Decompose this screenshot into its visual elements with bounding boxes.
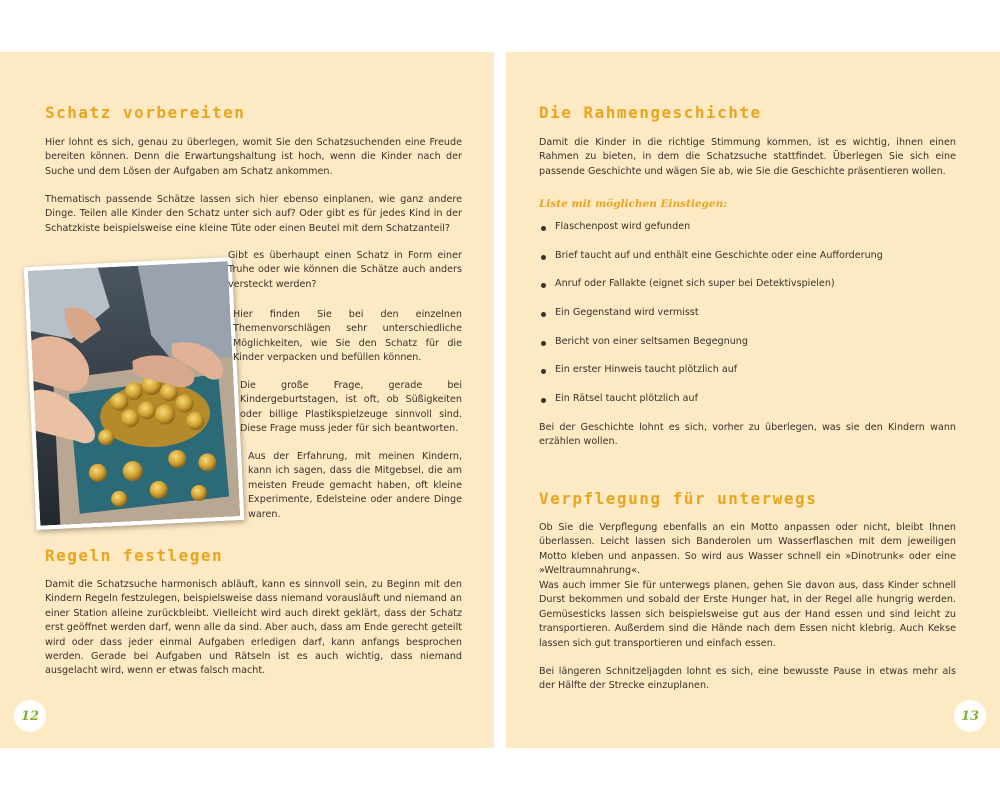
paragraph-rahmen: Damit die Kinder in die richtige Stimmung kommen, ist es wichtig, ihnen einen Rahmen zu bieten, in dem die Schatzsuche stattfindet. Überlegen Sie sich eine passende Geschichte und wägen Sie ab, wie Sie die Geschichte präsentieren wollen. bbox=[539, 137, 956, 177]
list-item bbox=[539, 278, 956, 307]
treasure-photo bbox=[24, 257, 245, 530]
paragraph-schatz-intro: Hier lohnt es sich, genau zu überlegen, womit Sie den Schatzsuchenden eine Freude bereiten können. Denn die Erwartungshaltung ist hoch, wenn die Kinder nach der Suche und dem Lösen der Aufgaben am Schatz ankommen. bbox=[45, 137, 462, 177]
bullet-icon bbox=[541, 341, 546, 346]
paragraph-regeln: Damit die Schatzsuche harmonisch abläuft, kann es sinnvoll sein, zu Beginn mit den Kindern Regeln festzulegen, beispielsweise dass niemand vorausläuft und niemand an einer Station alleine zurückbleibt. Vielleicht wird auch direkt geklärt, dass der Schatz erst geöffnet werden darf, wenn alle da sind. Aber auch, dass am Ende gerecht geteilt wird oder dass jeder einmal Aufgaben erledigen darf, kann anfangs besprochen werden. Gerade bei Aufgaben und Rätseln ist es auch wichtig, dass niemand ausgelacht wird, wenn er etwas falsch macht. bbox=[45, 579, 462, 677]
list-item-text: Brief taucht auf und enthält eine Geschichte oder eine Aufforderung bbox=[555, 249, 883, 261]
list-item bbox=[539, 250, 956, 279]
treasure-chest-image bbox=[28, 261, 240, 525]
list-item-text: Ein Rätsel taucht plötzlich auf bbox=[555, 393, 698, 405]
list-item-text: Bericht von einer seltsamen Begegnung bbox=[555, 335, 748, 347]
heading-rahmengeschichte: Die Rahmengeschichte bbox=[539, 103, 762, 122]
einstiege-list bbox=[539, 221, 956, 422]
list-title-einstiege: Liste mit möglichen Einstiegen: bbox=[539, 198, 728, 210]
list-item bbox=[539, 336, 956, 365]
paragraph-geschichte: Bei der Geschichte lohnt es sich, vorher zu überlegen, was sie den Kindern wann erzählen wollen. bbox=[539, 422, 956, 448]
heading-regeln-festlegen: Regeln festlegen bbox=[45, 546, 224, 565]
paragraph-erfahrung: Aus der Erfahrung, mit meinen Kindern, kann ich sagen, dass die Mitgebsel, die am meisten Freude gemacht haben, oft kleine Experimente, Edelsteine oder andere Dinge waren. bbox=[248, 451, 462, 520]
paragraph-schatz-themen: Thematisch passende Schätze lassen sich hier ebenso einplanen, wie ganz andere Dinge. Teilen alle Kinder den Schatz unter sich auf? Oder gibt es für jedes Kind in der Schatzkiste beispielsweise eine kleine Tüte oder einen Beutel mit dem Schatzanteil? bbox=[45, 194, 462, 234]
list-item bbox=[539, 364, 956, 393]
paragraph-truhe: Gibt es überhaupt einen Schatz in Form einer Truhe oder wie können die Schätze auch anders versteckt werden? bbox=[228, 250, 462, 290]
list-item bbox=[539, 221, 956, 250]
heading-schatz-vorbereiten: Schatz vorbereiten bbox=[45, 103, 246, 122]
bullet-icon bbox=[541, 255, 546, 260]
list-item-text: Anruf oder Fallakte (eignet sich super bei Detektivspielen) bbox=[555, 278, 835, 290]
bullet-icon bbox=[541, 312, 546, 317]
page-number-right: 13 bbox=[954, 700, 986, 732]
bullet-icon bbox=[541, 398, 546, 403]
paragraph-motto: Ob Sie die Verpflegung ebenfalls an ein Motto anpassen oder nicht, bleibt Ihnen überlassen. Leicht lassen sich Banderolen um Wasserflaschen mit dem jeweiligen Motto kleben und anpassen. So wird aus Wasser schnell ein »Dinotrunk« oder eine »Weltraumnahrung«. bbox=[539, 522, 956, 577]
heading-verpflegung: Verpflegung für unterwegs bbox=[539, 489, 818, 508]
bullet-icon bbox=[541, 283, 546, 288]
paragraph-pause: Bei längeren Schnitzeljagden lohnt es sich, eine bewusste Pause in etwas mehr als der Hälfte der Strecke einzuplanen. bbox=[539, 666, 956, 692]
paragraph-themenvorschlaege: Hier finden Sie bei den einzelnen Themenvorschlägen sehr unterschiedliche Möglichkeiten, wie Sie den Schatz für die Kinder verpacken und befüllen können. bbox=[233, 309, 462, 364]
list-item bbox=[539, 393, 956, 422]
list-item-text: Ein erster Hinweis taucht plötzlich auf bbox=[555, 364, 738, 376]
page-number-left: 12 bbox=[14, 700, 46, 732]
bullet-icon bbox=[541, 369, 546, 374]
list-item-text: Flaschenpost wird gefunden bbox=[555, 221, 691, 232]
paragraph-suessigkeiten: Die große Frage, gerade bei Kindergeburtstagen, ist oft, ob Süßigkeiten oder billige Plastikspielzeuge sinnvoll sind. Diese Frage muss jeder für sich beantworten. bbox=[240, 380, 462, 435]
list-item bbox=[539, 307, 956, 336]
bullet-icon bbox=[541, 226, 546, 231]
paragraph-durst: Was auch immer Sie für unterwegs planen, gehen Sie davon aus, dass Kinder schnell Durst bekommen und sobald der Erste Hunger hat, in der Regel alle hungrig werden. Gemüsesticks lassen sich beispielsweise gut aus der Hand essen und sind leicht zu transportieren. Außerdem sind die Hände nach dem Essen nicht klebrig. Auch Kekse lassen sich gut transportieren und einfach essen. bbox=[539, 580, 956, 649]
list-item-text: Ein Gegenstand wird vermisst bbox=[555, 307, 699, 319]
